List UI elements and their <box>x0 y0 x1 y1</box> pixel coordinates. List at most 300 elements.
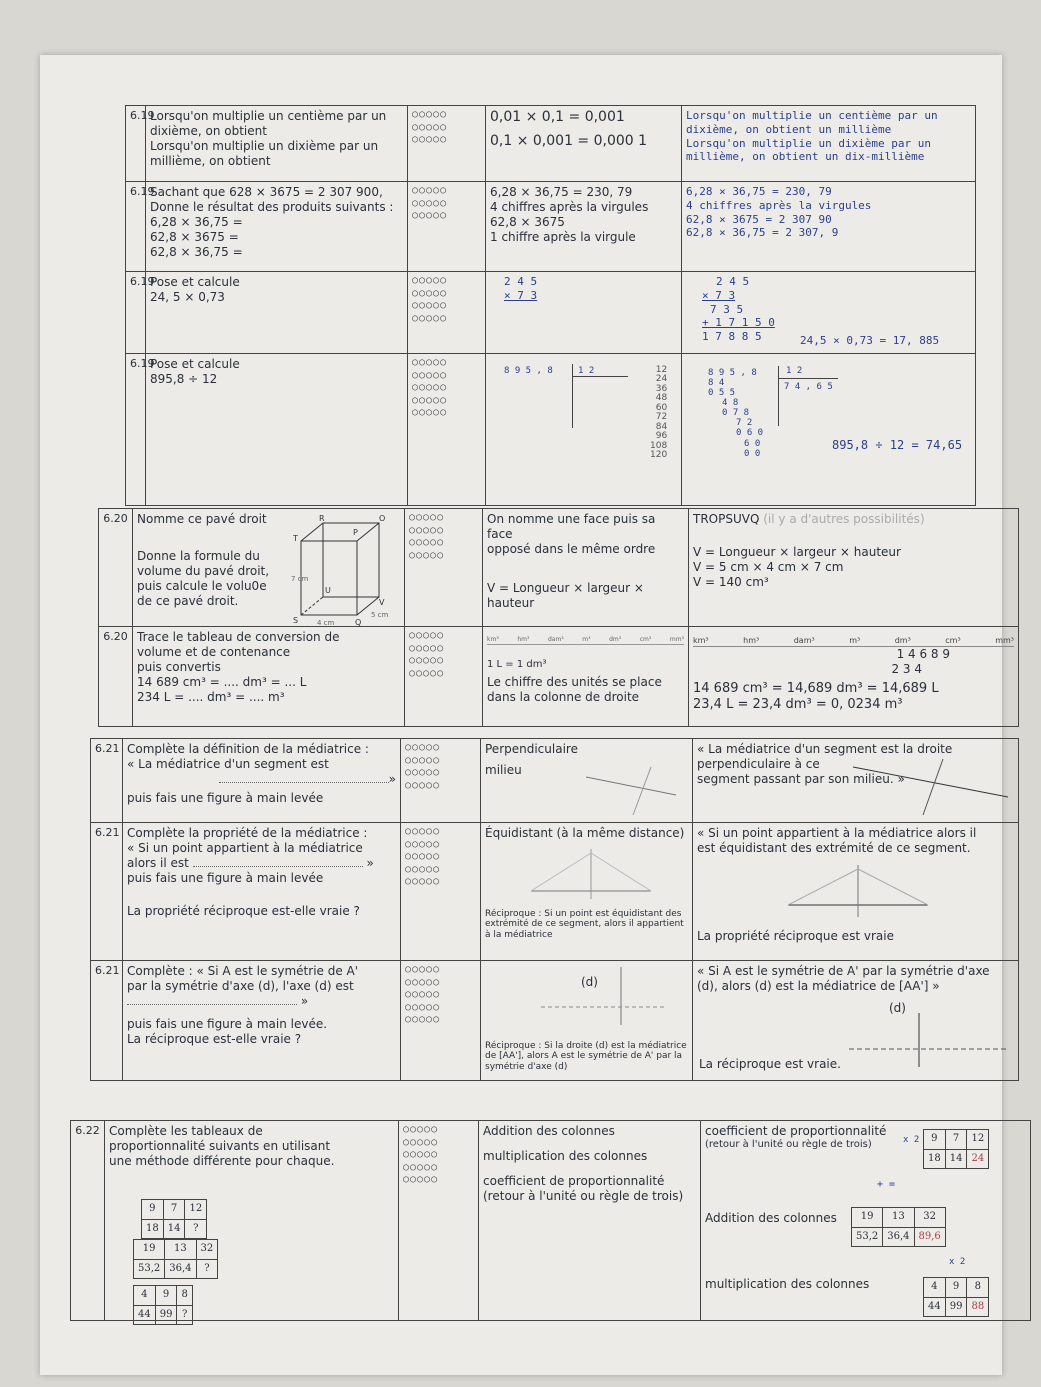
score-circles <box>401 961 481 1081</box>
method-line: Le chiffre des unités se place <box>487 675 662 689</box>
method-line: Perpendiculaire <box>485 742 578 756</box>
answer-line: + 1 7 1 5 0 <box>702 316 775 330</box>
circle-row: ○○○○○ <box>403 1174 439 1185</box>
answer-line: segment passant par son milieu. » <box>697 772 905 786</box>
method-line: coefficient de proportionnalité <box>483 1174 665 1188</box>
question-line: » <box>366 856 374 870</box>
score-circles <box>408 182 486 272</box>
operation-label: x 2 <box>903 1135 920 1145</box>
question-line: proportionnalité suivants en utilisant <box>109 1139 331 1153</box>
division-dividend: 8 9 5 , 8 <box>504 366 553 376</box>
answer-line: Lorsqu'on multiplie un centième par un <box>686 109 938 122</box>
method-line: 0,1 × 0,001 = 0,000 1 <box>490 132 648 149</box>
table-cell: ? <box>196 1259 218 1279</box>
vertex-label: P <box>353 528 358 537</box>
method-line: 2 4 5 <box>504 275 538 288</box>
row-6-21-definition <box>91 739 1019 823</box>
table-cell: 7 <box>945 1130 967 1150</box>
circle-row: ○○○○○ <box>409 630 445 641</box>
table-6-22 <box>70 1120 1031 1321</box>
table-cell: 14 <box>163 1219 185 1239</box>
table-6-21 <box>90 738 1019 1081</box>
division-result: 895,8 ÷ 12 = 74,65 <box>832 438 963 452</box>
row-6-22 <box>71 1121 1031 1321</box>
answer-line: V = 140 cm³ <box>693 575 769 589</box>
answer-line: « La médiatrice d'un segment est la droite <box>697 742 953 756</box>
question-line: 6,28 × 36,75 = <box>150 215 243 229</box>
circle-row: ○○○○○ <box>412 275 448 286</box>
method-line: 62,8 × 3675 <box>490 215 565 229</box>
division-step: 7 2 <box>736 418 753 429</box>
answer-line: V = 5 cm × 4 cm × 7 cm <box>693 560 844 574</box>
circle-row: ○○○○○ <box>409 512 445 523</box>
row-number: 6.19 <box>126 272 146 354</box>
question-cell <box>146 106 408 182</box>
question-line: millième, on obtient <box>150 154 271 168</box>
score-circles <box>405 627 483 727</box>
circle-row: ○○○○○ <box>412 394 448 406</box>
answer-line: × 7 3 <box>702 288 736 302</box>
table-6-19 <box>125 105 976 506</box>
circle-row: ○○○○○ <box>403 1161 439 1173</box>
axis-label: (d) <box>581 975 598 989</box>
question-cell <box>133 627 405 727</box>
dimension-label: 5 cm <box>371 611 389 619</box>
table-cell: 44 <box>134 1305 156 1325</box>
answer-line: 4 chiffres après la virgules <box>686 198 872 212</box>
table-cell: 8 <box>967 1278 989 1298</box>
question-line: puis fais une figure à main levée <box>127 871 324 885</box>
table-cell: 44 <box>924 1297 946 1317</box>
question-line: La propriété réciproque est-elle vraie ? <box>127 904 360 918</box>
question-line: Complète : « Si A est le symétrie de A' <box>127 964 359 978</box>
question-line: Pose et calcule <box>150 357 240 371</box>
question-cell <box>123 739 401 823</box>
operation-label: + = <box>877 1179 896 1190</box>
multiple: 36 <box>655 383 668 394</box>
table-cell: 18 <box>142 1219 164 1239</box>
answer-line: 7 3 5 <box>710 302 744 316</box>
answer-line: 1 7 8 8 5 <box>702 330 762 343</box>
answer-cell <box>682 272 976 354</box>
question-line: 62,8 × 36,75 = <box>150 245 243 259</box>
conversion-digits: 1 4 6 8 9 <box>896 647 950 661</box>
row-number: 6.22 <box>71 1121 105 1321</box>
proportion-table-2 <box>133 1239 218 1279</box>
method-line: Réciproque : Si un point est équidistant des <box>485 909 682 919</box>
question-line: Nomme ce pavé droit <box>137 512 267 526</box>
multiple: 60 <box>655 402 668 413</box>
table-cell: 36,4 <box>165 1259 196 1279</box>
unit-label: mm³ <box>995 636 1014 645</box>
circle-row: ○○○○○ <box>409 642 445 654</box>
method-line: Équidistant (à la même distance) <box>485 826 685 840</box>
vertex-label: O <box>379 514 386 523</box>
circle-row: ○○○○○ <box>405 863 441 875</box>
question-line: Donne la formule du <box>137 549 260 563</box>
division-quotient: 7 4 , 6 5 <box>784 382 833 392</box>
question-cell <box>146 182 408 272</box>
table-cell: 32 <box>196 1240 218 1260</box>
multiple: 48 <box>655 393 668 404</box>
question-line: alors il est <box>127 856 189 870</box>
circle-row: ○○○○○ <box>412 382 448 393</box>
table-cell: 9 <box>924 1130 946 1150</box>
row-6-19-d <box>126 354 976 506</box>
question-line: » <box>388 772 396 786</box>
circle-row: ○○○○○ <box>412 287 448 299</box>
circle-row: ○○○○○ <box>405 1001 441 1013</box>
question-line: 14 689 cm³ = .... dm³ = ... L <box>137 675 307 689</box>
answer-line: TROPSUVQ <box>693 512 760 526</box>
question-line: Lorsqu'on multiplie un centième par un <box>150 109 387 123</box>
equidistant-sketch <box>521 845 661 901</box>
method-line: à la médiatrice <box>485 929 553 940</box>
method-line: 6,28 × 36,75 = 230, 79 <box>490 185 633 199</box>
answer-line: est équidistant des extrémité de ce segment. <box>697 841 971 855</box>
answer-line: 62,8 × 3675 = 2 307 90 <box>686 212 832 226</box>
unit-label: km³ <box>487 636 499 643</box>
method-line: On nomme une face puis sa face <box>487 512 656 541</box>
circle-row: ○○○○○ <box>405 989 441 1000</box>
table-cell: 8 <box>177 1286 192 1306</box>
answer-line: 62,8 × 36,75 = 2 307, 9 <box>686 226 839 240</box>
method-line: V = Longueur × largeur × hauteur <box>487 581 644 610</box>
question-line: Pose et calcule <box>150 275 240 289</box>
unit-label: dam³ <box>547 636 564 643</box>
answer-line: millième, on obtient un dix-millième <box>686 150 925 164</box>
row-6-19-c <box>126 272 976 354</box>
method-cell <box>486 106 682 182</box>
circle-row: ○○○○○ <box>412 357 448 368</box>
answer-cell <box>693 739 1019 823</box>
method-cell <box>479 1121 701 1321</box>
row-number: 6.20 <box>99 627 133 727</box>
multiple: 72 <box>655 412 668 423</box>
table-cell: 19 <box>134 1240 165 1260</box>
proportion-table-3 <box>133 1285 193 1325</box>
answer-value: 88 <box>967 1297 989 1317</box>
method-cell <box>483 627 689 727</box>
table-cell: 18 <box>924 1149 946 1169</box>
circle-row: ○○○○○ <box>412 210 448 221</box>
table-6-20-6-21 <box>98 508 1019 727</box>
perpendicular-bisector-figure <box>843 757 1013 817</box>
table-cell: 99 <box>155 1305 177 1325</box>
circle-row: ○○○○○ <box>405 964 441 975</box>
method-cell <box>486 272 682 354</box>
method-line: Réciproque : Si la droite (d) est la médiatrice <box>485 1041 687 1051</box>
row-number: 6.19 <box>126 354 146 506</box>
circle-row: ○○○○○ <box>409 549 445 561</box>
score-circles <box>408 106 486 182</box>
unit-label: mm³ <box>669 636 684 643</box>
division-work <box>708 368 763 459</box>
score-circles <box>401 739 481 823</box>
division-step: 8 4 <box>708 378 725 389</box>
answer-note: (il y a d'autres possibilités) <box>763 512 925 526</box>
dimension-label: 7 cm <box>291 575 309 583</box>
circle-row: ○○○○○ <box>412 185 448 196</box>
proportion-table-1 <box>141 1199 207 1239</box>
row-6-20-conversion <box>99 627 1019 727</box>
row-number: 6.21 <box>91 961 123 1081</box>
answer-cell <box>682 106 976 182</box>
multiple: 84 <box>655 421 668 432</box>
question-cell <box>105 1121 399 1321</box>
axis-label: (d) <box>889 1001 906 1015</box>
table-cell: 14 <box>945 1149 967 1169</box>
answer-cell <box>701 1121 1031 1321</box>
circle-row: ○○○○○ <box>412 407 448 418</box>
row-6-20-pave <box>99 509 1019 627</box>
answer-line: Addition des colonnes <box>705 1211 837 1225</box>
row-number: 6.21 <box>91 739 123 823</box>
answer-line: V = Longueur × largeur × hauteur <box>693 545 901 559</box>
vertex-label: T <box>293 534 298 543</box>
division-bar-vertical <box>778 366 779 426</box>
division-step: 8 9 5 , 8 <box>708 368 757 378</box>
method-line: 4 chiffres après la virgules <box>490 200 649 214</box>
row-number: 6.20 <box>99 509 133 627</box>
answer-cell <box>682 354 976 506</box>
question-cell <box>146 272 408 354</box>
division-bar-horizontal <box>778 378 838 379</box>
question-line: volume et de contenance <box>137 645 291 659</box>
answer-cell <box>689 627 1019 727</box>
question-line: Lorsqu'on multiplie un dixième par un <box>150 139 379 153</box>
table-cell: 4 <box>134 1286 156 1306</box>
question-line: de ce pavé droit. <box>137 594 239 608</box>
unit-label: dm³ <box>609 636 622 643</box>
method-cell <box>481 739 693 823</box>
multiple: 108 <box>650 440 668 451</box>
conversion-table-header <box>693 636 1014 647</box>
answer-line: (d), alors (d) est la médiatrice de [AA'] » <box>697 979 940 993</box>
method-cell <box>481 823 693 961</box>
circle-row: ○○○○○ <box>409 667 445 679</box>
answer-value: 89,6 <box>914 1227 945 1247</box>
question-line: Trace le tableau de conversion de <box>137 630 340 644</box>
division-step: 0 0 <box>744 448 761 459</box>
method-line: × 7 3 <box>504 288 538 302</box>
table-cell: 53,2 <box>134 1259 165 1279</box>
answer-table-1 <box>923 1129 989 1169</box>
question-cell <box>146 354 408 506</box>
score-circles <box>405 509 483 627</box>
answer-cell <box>693 961 1019 1081</box>
circle-row: ○○○○○ <box>412 369 448 381</box>
table-cell: 19 <box>852 1208 883 1228</box>
unit-label: dm³ <box>894 636 911 645</box>
question-cell <box>123 961 401 1081</box>
answer-value: 24 <box>967 1149 989 1169</box>
table-cell: ? <box>185 1219 207 1239</box>
unit-label: hm³ <box>517 636 530 643</box>
multiple: 12 <box>655 365 668 375</box>
equidistant-figure <box>783 863 933 919</box>
method-line: Addition des colonnes <box>483 1124 615 1138</box>
question-line: « Si un point appartient à la médiatrice <box>127 841 363 855</box>
circle-row: ○○○○○ <box>405 851 441 862</box>
cuboid-figure <box>291 514 403 627</box>
unit-label: km³ <box>693 636 709 645</box>
question-line: La réciproque est-elle vraie ? <box>127 1032 302 1046</box>
row-number: 6.21 <box>91 823 123 961</box>
unit-label: cm³ <box>945 636 961 645</box>
answer-line: coefficient de proportionnalité <box>705 1124 887 1138</box>
table-cell: 12 <box>185 1200 207 1220</box>
question-line: Donne le résultat des produits suivants : <box>150 200 394 214</box>
answer-line: perpendiculaire à ce <box>697 757 820 771</box>
circle-row: ○○○○○ <box>412 134 448 145</box>
table-cell: 99 <box>945 1297 967 1317</box>
question-line: Complète la propriété de la médiatrice : <box>127 826 368 840</box>
row-6-19-b <box>126 182 976 272</box>
vertex-label: R <box>319 514 325 523</box>
method-line: multiplication des colonnes <box>483 1149 648 1163</box>
circle-row: ○○○○○ <box>409 655 445 666</box>
table-cell: 9 <box>945 1278 967 1298</box>
answer-table-2 <box>851 1207 946 1247</box>
circle-row: ○○○○○ <box>405 826 441 837</box>
operation-label: x 2 <box>949 1257 966 1267</box>
question-line: puis convertis <box>137 660 221 674</box>
circle-row: ○○○○○ <box>412 312 448 324</box>
answer-result: 24,5 × 0,73 = 17, 885 <box>800 334 940 347</box>
question-line: » <box>300 994 309 1008</box>
multiple: 96 <box>655 431 668 442</box>
division-step: 0 5 5 <box>708 388 736 399</box>
method-line: (retour à l'unité ou règle de trois) <box>483 1189 684 1203</box>
answer-line: La réciproque est vraie. <box>699 1057 841 1071</box>
division-bar-horizontal <box>572 376 628 377</box>
question-line: volume du pavé droit, <box>137 564 270 578</box>
method-line: 0,01 × 0,1 = 0,001 <box>490 109 625 125</box>
table-cell: 53,2 <box>852 1227 883 1247</box>
circle-row: ○○○○○ <box>403 1124 439 1135</box>
answer-line: « Si A est le symétrie de A' par la symétrie d'axe <box>697 964 990 978</box>
method-cell <box>486 354 682 506</box>
unit-label: hm³ <box>743 636 760 645</box>
circle-row: ○○○○○ <box>405 876 441 887</box>
question-line: une méthode différente pour chaque. <box>109 1154 335 1168</box>
row-6-19-a <box>126 106 976 182</box>
reciprocal-note <box>485 1041 687 1072</box>
answer-cell <box>693 823 1019 961</box>
method-line: symétrie d'axe (d) <box>485 1061 568 1072</box>
unit-label: m³ <box>849 636 861 645</box>
method-line: de [AA'], alors A est le symétrie de A' par la <box>485 1051 683 1062</box>
question-line: puis fais une figure à main levée. <box>127 1017 328 1031</box>
circle-row: ○○○○○ <box>412 109 448 120</box>
answer-cell <box>682 182 976 272</box>
method-line: 1 L = 1 dm³ <box>487 658 547 670</box>
mini-conversion-header <box>487 636 684 645</box>
method-line: extrémité de ce segment, alors il appartient <box>485 919 684 930</box>
division-step: 0 7 8 <box>722 408 750 419</box>
question-line: « La médiatrice d'un segment est <box>127 757 329 771</box>
answer-line: La propriété réciproque est vraie <box>697 929 894 943</box>
question-line: puis calcule le volu0e <box>137 579 267 593</box>
answer-line: dixième, on obtient un millième <box>686 122 892 136</box>
row-number: 6.19 <box>126 182 146 272</box>
unit-label: cm³ <box>639 636 652 643</box>
table-cell: 4 <box>924 1278 946 1298</box>
division-step: 4 8 <box>722 398 739 409</box>
method-cell <box>481 961 693 1081</box>
question-line: 234 L = .... dm³ = .... m³ <box>137 690 285 704</box>
score-circles <box>401 823 481 961</box>
question-line: Sachant que 628 × 3675 = 2 307 900, <box>150 185 383 199</box>
circle-row: ○○○○○ <box>412 197 448 209</box>
question-line: dixième, on obtient <box>150 124 267 138</box>
table-cell: ? <box>177 1305 192 1325</box>
answer-line: 14 689 cm³ = 14,689 dm³ = 14,689 L <box>693 681 939 696</box>
vertex-label: Q <box>355 618 362 627</box>
table-cell: 12 <box>967 1130 989 1150</box>
method-line: 1 chiffre après la virgule <box>490 230 636 244</box>
score-circles <box>399 1121 479 1321</box>
row-6-21-property <box>91 823 1019 961</box>
circle-row: ○○○○○ <box>403 1149 439 1160</box>
table-cell: 13 <box>883 1208 914 1228</box>
circle-row: ○○○○○ <box>409 537 445 548</box>
table-cell: 9 <box>142 1200 164 1220</box>
circle-row: ○○○○○ <box>409 524 445 536</box>
method-line: dans la colonne de droite <box>487 690 640 704</box>
circle-row: ○○○○○ <box>405 838 441 850</box>
symmetry-sketch <box>531 967 671 1027</box>
multiple: 120 <box>650 449 668 460</box>
table-cell: 36,4 <box>883 1227 914 1247</box>
circle-row: ○○○○○ <box>405 767 441 778</box>
score-circles <box>408 272 486 354</box>
answer-line: 2 4 5 <box>716 275 750 288</box>
row-number: 6.19 <box>126 106 146 182</box>
answer-cell <box>689 509 1019 627</box>
answer-line: (retour à l'unité ou règle de trois) <box>705 1139 872 1150</box>
vertex-label: S <box>293 616 299 625</box>
table-cell: 7 <box>163 1200 185 1220</box>
perpendicular-bisector-sketch <box>581 759 681 817</box>
table-cell: 13 <box>165 1240 196 1260</box>
table-cell: 32 <box>914 1208 945 1228</box>
answer-line: 6,28 × 36,75 = 230, 79 <box>686 185 832 198</box>
method-line: milieu <box>485 763 522 777</box>
question-cell <box>133 509 405 627</box>
circle-row: ○○○○○ <box>405 779 441 791</box>
reciprocal-note <box>485 909 684 940</box>
circle-row: ○○○○○ <box>405 742 441 753</box>
question-line: Complète les tableaux de <box>109 1124 263 1138</box>
multiples-list <box>650 366 667 460</box>
division-divisor: 1 2 <box>578 366 595 376</box>
answer-line: Lorsqu'on multiplie un dixième par un <box>686 136 932 150</box>
circle-row: ○○○○○ <box>412 300 448 311</box>
question-line: puis fais une figure à main levée <box>127 791 324 805</box>
table-cell: 9 <box>155 1286 177 1306</box>
circle-row: ○○○○○ <box>405 1014 441 1025</box>
multiple: 24 <box>655 374 668 385</box>
division-bar-vertical <box>572 364 573 428</box>
question-line: 895,8 ÷ 12 <box>150 372 218 386</box>
circle-row: ○○○○○ <box>405 754 441 766</box>
circle-row: ○○○○○ <box>412 121 448 133</box>
division-step: 6 0 <box>744 438 761 449</box>
answer-line: 23,4 L = 23,4 dm³ = 0, 0234 m³ <box>693 697 903 713</box>
question-line: Complète la définition de la médiatrice : <box>127 742 369 756</box>
